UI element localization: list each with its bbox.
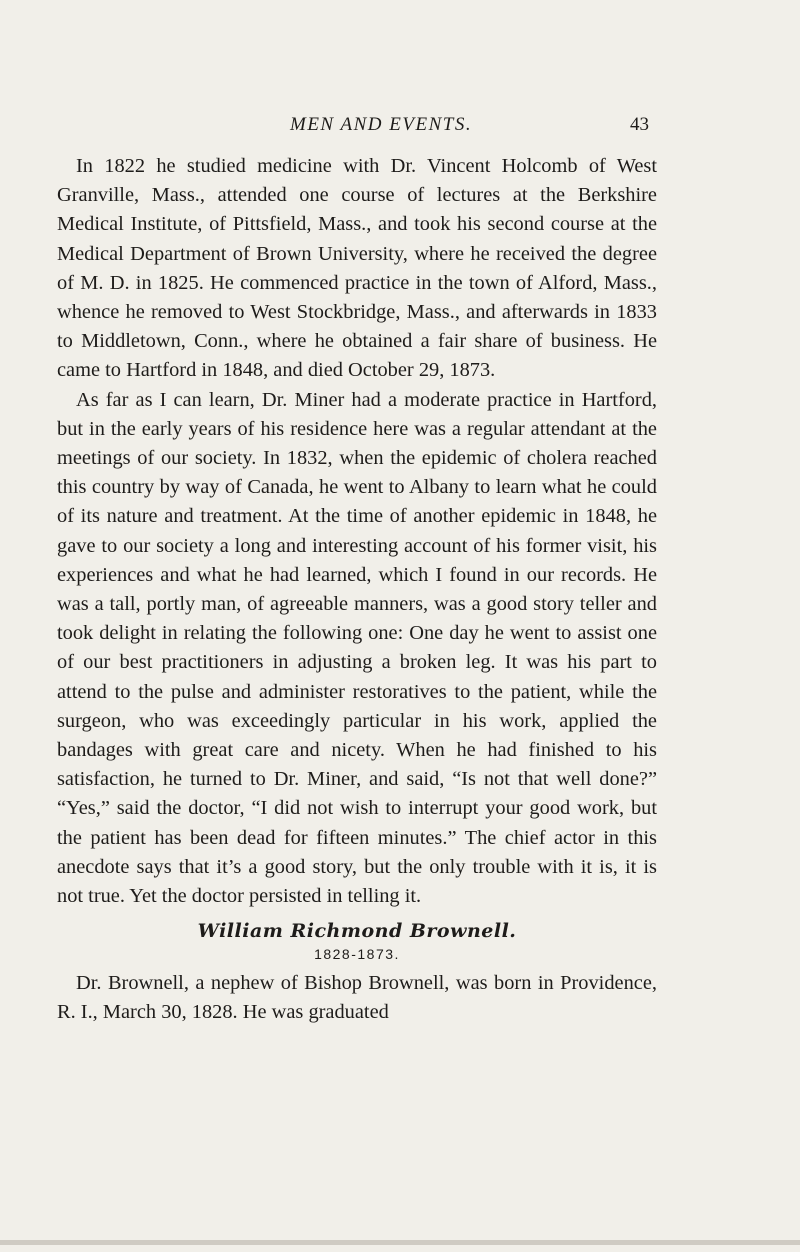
- section-heading-name: William Richmond Brownell.: [197, 920, 517, 943]
- section-heading-years: 1828-1873.: [314, 946, 400, 963]
- body-text: [57, 152, 657, 1028]
- section-heading: [57, 917, 657, 963]
- page-number: 43: [630, 114, 649, 135]
- running-head: [0, 114, 800, 144]
- paragraph-brownell-intro: Dr. Brownell, a nephew of Bishop Brownell, was born in Providence, R. I., March 30, 1828. He was graduated: [57, 972, 657, 1024]
- running-title: MEN AND EVENTS.: [290, 114, 473, 135]
- paragraph-holcomb-biography: In 1822 he studied medicine with Dr. Vincent Holcomb of West Granville, Mass., attended one course of lectures at the Berkshire Medical Institute, of Pittsfield, Mass., and took his second course at the Medical Department of Brown University, where he received the degree of M. D. in 1825. He commenced practice in the town of Alford, Mass., whence he removed to West Stockbridge, Mass., and afterwards in 1833 to Middletown, Conn., where he obtained a fair share of business. He came to Hartford in 1848, and died October 29, 1873.: [57, 155, 657, 382]
- page-edge-shadow: [0, 1240, 800, 1245]
- paragraph-miner-anecdote: As far as I can learn, Dr. Miner had a moderate practice in Hartford, but in the early years of his residence here was a regular attendant at the meetings of our society. In 1832, when the epidemic of cholera reached this country by way of Canada, he went to Albany to learn what he could of its nature and treatment. At the time of another epidemic in 1848, he gave to our society a long and interesting account of his former visit, his experiences and what he had learned, which I found in our records. He was a tall, portly man, of agreeable manners, was a good story teller and took delight in relating the following one: One day he went to assist one of our best practitioners in adjusting a broken leg. It was his part to attend to the pulse and administer restoratives to the patient, while the surgeon, who was exceedingly particular in his work, applied the bandages with great care and nicety. When he had finished to his satisfaction, he turned to Dr. Miner, and said, “Is not that well done?” “Yes,” said the doctor, “I did not wish to interrupt your good work, but the patient has been dead for fifteen minutes.” The chief actor in this anecdote says that it’s a good story, but the only trouble with it is, it is not true. Yet the doctor persisted in telling it.: [57, 388, 657, 908]
